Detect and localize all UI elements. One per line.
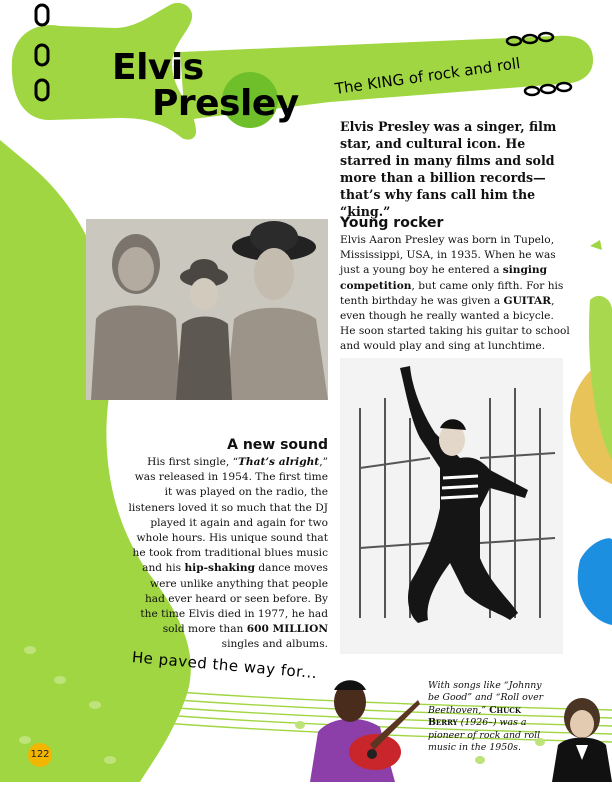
family-photo [86,219,328,400]
new-sound-heading: A new sound [227,437,328,453]
elvis-dancing-photo [340,358,563,654]
tuning-peg [541,85,555,93]
chuck-berry-caption: With songs like “Johnny be Good” and “Roll over Beethoven,” Chuck Berry (1926–) was a pioneer of rock and roll music in the 1950s. [428,680,544,754]
musician-photo [550,690,612,782]
title-line-2: Presley [152,83,299,124]
page-number: 122 [30,749,50,760]
tuning-peg [525,87,539,95]
tuning-peg [36,5,48,25]
intro-paragraph: Elvis Presley was a singer, film star, and cultural icon. He starred in many films and sold more than a billion records—that’s why fans call him the “king.” [340,119,557,219]
young-rocker-text: Elvis Aaron Presley was born in Tupelo, Mississippi, USA, in 1935. When he was just a young boy he entered a singing competition, but came only fifth. For his tenth birthday he was given a GUITAR, even though he really wanted a bicycle. He soon started taking his guitar to school and would play and sing at lunchtime. [340,234,570,353]
tuning-peg [557,83,571,91]
blue-shoe-illustration [578,538,612,625]
title-line-1: Elvis [112,47,204,88]
new-sound-text: His first single, “That’s alright,” was released in 1954. The first time it was played on the radio, the listeners loved it so much that the DJ played it again and again for two whole hours. His unique sound that he took from traditional blues music and his hip-shaking dance moves were unlike anything that people had ever heard or seen before. By the time Elvis died in 1977, he had sold more than 600 MILLION singles and albums. [128,456,328,651]
chuck-berry-photo [300,672,420,782]
young-rocker-heading: Young rocker [340,215,444,231]
paved-the-way-heading: He paved the way for... [131,648,319,683]
subtitle: The KING of rock and roll [333,54,522,98]
